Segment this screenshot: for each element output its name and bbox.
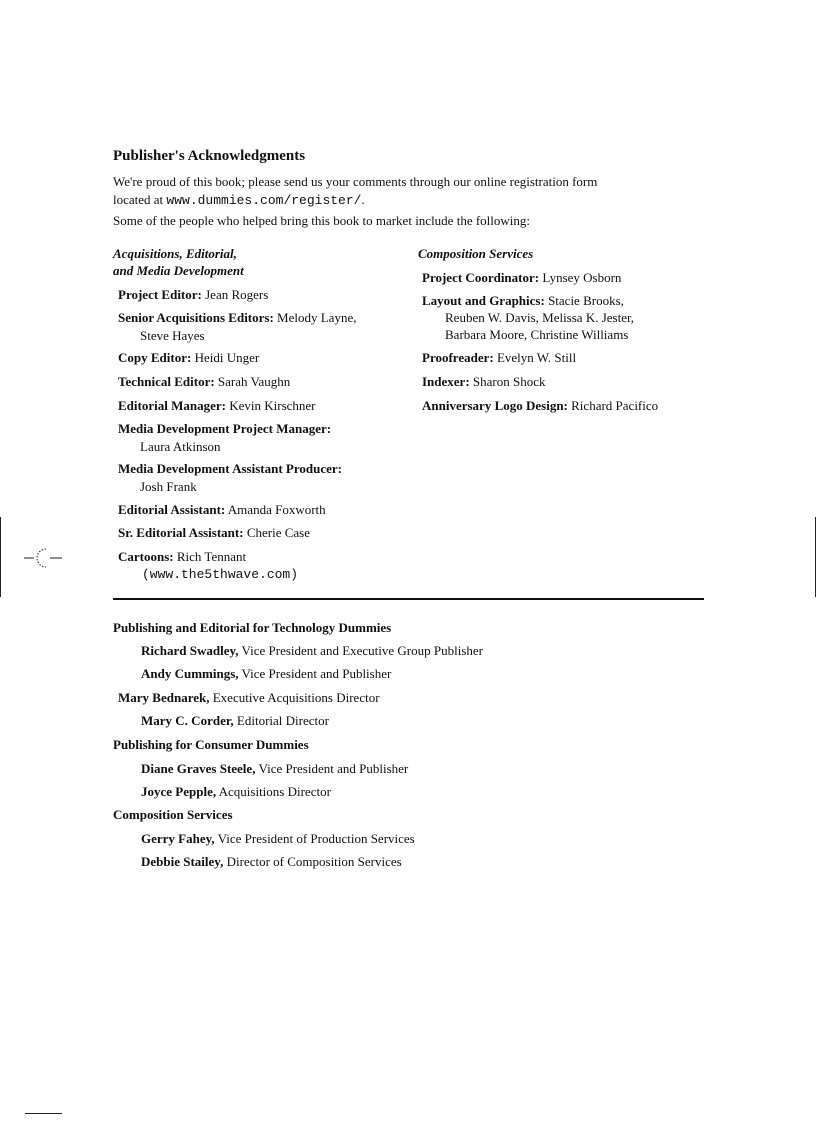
staff-joyce-pepple: Joyce Pepple, Acquisitions Director — [141, 784, 331, 799]
credit-senior-acquisitions-editors: Senior Acquisitions Editors: Melody Layne, — [118, 310, 357, 325]
right-credits-column — [418, 245, 718, 425]
right-column-heading: Composition Services — [418, 246, 534, 261]
staff-andy-cummings: Andy Cummings, Vice President and Publisher — [141, 666, 392, 681]
credit-technical-editor: Technical Editor: Sarah Vaughn — [118, 374, 291, 389]
credit-project-coordinator: Project Coordinator: Lynsey Osborn — [422, 270, 622, 285]
section-heading-composition: Composition Services — [113, 807, 233, 822]
crop-mark-left — [0, 517, 1, 597]
credit-project-editor: Project Editor: Jean Rogers — [118, 287, 269, 302]
left-column-heading-2: and Media Development — [113, 263, 244, 278]
crop-mark-bottom — [25, 1113, 62, 1114]
credit-cartoons: Cartoons: Rich Tennant — [118, 549, 247, 564]
credit-layout-and-graphics-cont-1: Reuben W. Davis, Melissa K. Jester, — [445, 310, 635, 325]
credit-copy-editor: Copy Editor: Heidi Unger — [118, 350, 260, 365]
credit-media-dev-assistant-producer: Media Development Assistant Producer: — [118, 461, 342, 476]
intro-line-2-prefix: located at — [113, 192, 167, 207]
credit-layout-and-graphics: Layout and Graphics: Stacie Brooks, — [422, 293, 624, 308]
cartoons-url-link[interactable]: (www.the5thwave.com) — [142, 567, 299, 582]
intro-line-2-suffix: . — [361, 192, 365, 207]
section-heading-consumer: Publishing for Consumer Dummies — [113, 737, 309, 752]
credit-layout-and-graphics-cont-2: Barbara Moore, Christine Williams — [445, 327, 629, 342]
credit-anniversary-logo-design: Anniversary Logo Design: Richard Pacifico — [422, 398, 659, 413]
section-heading-technology: Publishing and Editorial for Technology Dummies — [113, 620, 392, 635]
credit-proofreader: Proofreader: Evelyn W. Still — [422, 350, 577, 365]
left-credits-column — [113, 245, 413, 590]
credit-media-dev-project-manager: Media Development Project Manager: — [118, 421, 332, 436]
intro-paragraph — [113, 173, 713, 209]
intro-line-3: Some of the people who helped bring this book to market include the following: — [113, 213, 531, 228]
credit-editorial-manager: Editorial Manager: Kevin Kirschner — [118, 398, 316, 413]
credit-indexer: Indexer: Sharon Shock — [422, 374, 546, 389]
credit-sr-editorial-assistant: Sr. Editorial Assistant: Cherie Case — [118, 525, 310, 540]
staff-debbie-stailey: Debbie Stailey, Director of Composition Services — [141, 854, 402, 869]
registration-mark-icon — [22, 545, 64, 575]
section-divider — [113, 598, 704, 600]
credit-senior-acquisitions-editors-cont: Steve Hayes — [140, 328, 205, 343]
intro-line-2 — [113, 191, 713, 209]
left-column-heading-1: Acquisitions, Editorial, — [113, 246, 237, 261]
page-title: Publisher's Acknowledgments — [113, 148, 306, 164]
register-url-link[interactable]: www.dummies.com/register/ — [166, 193, 362, 208]
credit-editorial-assistant: Editorial Assistant: Amanda Foxworth — [118, 502, 326, 517]
staff-richard-swadley: Richard Swadley, Vice President and Executive Group Publisher — [141, 643, 483, 658]
staff-diane-graves-steele: Diane Graves Steele, Vice President and Publisher — [141, 761, 409, 776]
credit-media-dev-project-manager-cont: Laura Atkinson — [140, 439, 221, 454]
credit-media-dev-assistant-producer-cont: Josh Frank — [140, 479, 197, 494]
staff-mary-corder: Mary C. Corder, Editorial Director — [141, 713, 329, 728]
intro-line-1: We're proud of this book; please send us your comments through our online registration form — [113, 174, 598, 189]
staff-mary-bednarek: Mary Bednarek, Executive Acquisitions Director — [118, 690, 380, 705]
staff-gerry-fahey: Gerry Fahey, Vice President of Production Services — [141, 831, 415, 846]
